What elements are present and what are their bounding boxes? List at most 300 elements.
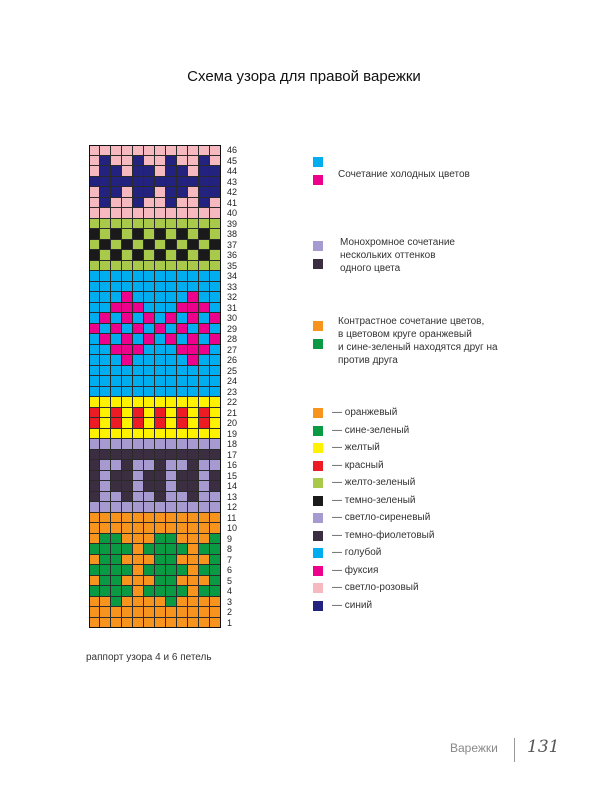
- chart-cell: [122, 492, 133, 503]
- chart-cell: [111, 607, 122, 618]
- chart-cell: [199, 355, 210, 366]
- chart-cell: [166, 586, 177, 597]
- chart-cell: [155, 576, 166, 587]
- chart-cell: [177, 334, 188, 345]
- chart-cell: [144, 355, 155, 366]
- chart-cell: [122, 513, 133, 524]
- chart-cell: [155, 523, 166, 534]
- chart-cell: [122, 345, 133, 356]
- chart-cell: [144, 502, 155, 513]
- chart-cell: [199, 471, 210, 482]
- row-number: 2: [227, 607, 233, 617]
- chart-cell: [111, 366, 122, 377]
- chart-cell: [89, 355, 100, 366]
- chart-cell: [210, 544, 221, 555]
- chart-cell: [210, 355, 221, 366]
- chart-cell: [210, 471, 221, 482]
- chart-cell: [133, 481, 144, 492]
- chart-cell: [188, 397, 199, 408]
- chart-cell: [111, 513, 122, 524]
- chart-cell: [122, 450, 133, 461]
- legend-swatch: [313, 513, 323, 523]
- chart-cell: [210, 513, 221, 524]
- chart-cell: [122, 387, 133, 398]
- chart-cell: [166, 187, 177, 198]
- chart-cell: [199, 345, 210, 356]
- chart-cell: [111, 240, 122, 251]
- chart-cell: [122, 607, 133, 618]
- chart-cell: [122, 429, 133, 440]
- chart-cell: [122, 471, 133, 482]
- row-number: 38: [227, 229, 238, 239]
- chart-cell: [210, 418, 221, 429]
- chart-cell: [89, 439, 100, 450]
- legend-swatch: [313, 408, 323, 418]
- chart-cell: [188, 502, 199, 513]
- chart-cell: [199, 523, 210, 534]
- chart-cell: [100, 439, 111, 450]
- chart-cell: [100, 523, 111, 534]
- chart-cell: [155, 166, 166, 177]
- chart-cell: [177, 555, 188, 566]
- chart-cell: [155, 481, 166, 492]
- chart-cell: [122, 166, 133, 177]
- chart-cell: [199, 376, 210, 387]
- chart-cell: [166, 471, 177, 482]
- row-number: 27: [227, 344, 238, 355]
- chart-cell: [166, 397, 177, 408]
- chart-cell: [155, 492, 166, 503]
- legend-label: — желтый: [332, 442, 380, 453]
- chart-cell: [166, 376, 177, 387]
- chart-cell: [100, 460, 111, 471]
- chart-cell: [144, 418, 155, 429]
- chart-cell: [177, 282, 188, 293]
- chart-cell: [133, 513, 144, 524]
- chart-cell: [122, 586, 133, 597]
- chart-cell: [144, 460, 155, 471]
- chart-cell: [177, 439, 188, 450]
- chart-cell: [210, 345, 221, 356]
- chart-cell: [199, 334, 210, 345]
- group3-swatch-2: [313, 339, 323, 349]
- chart-cell: [144, 187, 155, 198]
- chart-cell: [188, 607, 199, 618]
- chart-cell: [89, 597, 100, 608]
- chart-cell: [166, 502, 177, 513]
- chart-cell: [111, 303, 122, 314]
- chart-cell: [155, 418, 166, 429]
- legend-label: — желто-зеленый: [332, 477, 416, 488]
- chart-cell: [188, 618, 199, 629]
- chart-cell: [199, 250, 210, 261]
- chart-cell: [199, 586, 210, 597]
- group3-text: Контрастное сочетание цветов, в цветовом круге оранжевый и сине-зеленый находятся друг на против друга: [338, 316, 498, 366]
- chart-cell: [210, 607, 221, 618]
- chart-cell: [89, 471, 100, 482]
- chart-cell: [177, 156, 188, 167]
- chart-cell: [111, 177, 122, 188]
- chart-cell: [155, 429, 166, 440]
- chart-cell: [133, 313, 144, 324]
- chart-cell: [155, 544, 166, 555]
- chart-cell: [133, 544, 144, 555]
- chart-cell: [199, 208, 210, 219]
- chart-cell: [177, 481, 188, 492]
- chart-cell: [188, 481, 199, 492]
- group2-swatch-1: [313, 241, 323, 251]
- legend-swatch: [313, 426, 323, 436]
- chart-cell: [89, 513, 100, 524]
- chart-cell: [188, 229, 199, 240]
- chart-cell: [166, 408, 177, 419]
- chart-cell: [199, 513, 210, 524]
- chart-cell: [89, 408, 100, 419]
- chart-cell: [210, 618, 221, 629]
- chart-cell: [188, 345, 199, 356]
- row-number: 26: [227, 355, 238, 365]
- chart-cell: [89, 387, 100, 398]
- chart-cell: [89, 324, 100, 335]
- legend-label: — красный: [332, 459, 384, 471]
- legend-label: — светло-сиреневый: [332, 512, 431, 523]
- row-number: 7: [227, 554, 233, 565]
- chart-cell: [111, 408, 122, 419]
- chart-cell: [100, 219, 111, 230]
- chart-cell: [166, 534, 177, 545]
- chart-cell: [111, 376, 122, 387]
- chart-cell: [89, 576, 100, 587]
- chart-cell: [122, 397, 133, 408]
- chart-cell: [155, 240, 166, 251]
- legend-swatch: [313, 461, 323, 471]
- chart-cell: [188, 492, 199, 503]
- legend-label: — голубой: [332, 547, 382, 558]
- row-number: 8: [227, 544, 233, 554]
- chart-cell: [144, 261, 155, 272]
- chart-cell: [133, 397, 144, 408]
- legend-label: — сине-зеленый: [332, 424, 410, 436]
- chart-cell: [210, 565, 221, 576]
- chart-cell: [177, 607, 188, 618]
- chart-cell: [188, 471, 199, 482]
- chart-cell: [155, 208, 166, 219]
- legend-label: — оранжевый: [332, 407, 398, 418]
- chart-cell: [199, 166, 210, 177]
- chart-cell: [188, 334, 199, 345]
- chart-cell: [144, 450, 155, 461]
- chart-cell: [122, 376, 133, 387]
- chart-cell: [122, 544, 133, 555]
- chart-cell: [199, 187, 210, 198]
- page-number: 131: [527, 737, 560, 757]
- row-number: 15: [227, 470, 238, 481]
- row-number: 3: [227, 596, 233, 607]
- chart-cell: [188, 366, 199, 377]
- chart-cell: [133, 439, 144, 450]
- chart-cell: [100, 429, 111, 440]
- chart-cell: [100, 145, 111, 156]
- chart-cell: [89, 555, 100, 566]
- chart-cell: [89, 208, 100, 219]
- chart-cell: [89, 198, 100, 209]
- knitting-chart-grid: [89, 145, 221, 628]
- chart-cell: [188, 261, 199, 272]
- chart-cell: [199, 492, 210, 503]
- chart-cell: [177, 544, 188, 555]
- chart-cell: [122, 618, 133, 629]
- chart-cell: [210, 429, 221, 440]
- row-number: 46: [227, 145, 238, 155]
- chart-cell: [155, 376, 166, 387]
- legend-swatch: [313, 583, 323, 593]
- chart-cell: [199, 565, 210, 576]
- chart-cell: [166, 450, 177, 461]
- chart-cell: [100, 208, 111, 219]
- chart-cell: [133, 492, 144, 503]
- chart-cell: [210, 366, 221, 377]
- chart-cell: [144, 576, 155, 587]
- chart-cell: [144, 271, 155, 282]
- chart-cell: [166, 177, 177, 188]
- chart-cell: [133, 166, 144, 177]
- chart-cell: [199, 313, 210, 324]
- chart-cell: [144, 166, 155, 177]
- chart-cell: [133, 208, 144, 219]
- chart-cell: [199, 597, 210, 608]
- chart-cell: [133, 408, 144, 419]
- chart-cell: [89, 271, 100, 282]
- chart-cell: [166, 313, 177, 324]
- chart-cell: [155, 555, 166, 566]
- chart-cell: [122, 534, 133, 545]
- row-number: 11: [227, 512, 237, 523]
- chart-cell: [177, 597, 188, 608]
- chart-cell: [89, 376, 100, 387]
- chart-cell: [166, 565, 177, 576]
- chart-cell: [177, 219, 188, 230]
- chart-cell: [122, 324, 133, 335]
- chart-cell: [122, 555, 133, 566]
- legend-swatch: [313, 566, 323, 576]
- chart-cell: [166, 282, 177, 293]
- chart-cell: [155, 156, 166, 167]
- row-number: 34: [227, 271, 238, 281]
- chart-cell: [210, 376, 221, 387]
- chart-cell: [188, 250, 199, 261]
- chart-cell: [199, 303, 210, 314]
- chart-cell: [100, 502, 111, 513]
- chart-cell: [177, 429, 188, 440]
- chart-cell: [155, 565, 166, 576]
- legend-label: — темно-зеленый: [332, 494, 416, 506]
- chart-cell: [100, 418, 111, 429]
- row-number: 22: [227, 397, 238, 407]
- chart-cell: [177, 471, 188, 482]
- chart-cell: [100, 366, 111, 377]
- chart-cell: [177, 240, 188, 251]
- chart-cell: [188, 460, 199, 471]
- chart-cell: [111, 355, 122, 366]
- chart-cell: [210, 523, 221, 534]
- chart-cell: [166, 345, 177, 356]
- chart-cell: [89, 366, 100, 377]
- chart-cell: [155, 282, 166, 293]
- chart-cell: [166, 513, 177, 524]
- chart-cell: [177, 324, 188, 335]
- row-number: 31: [227, 302, 238, 313]
- chart-cell: [122, 408, 133, 419]
- chart-cell: [199, 198, 210, 209]
- chart-cell: [111, 481, 122, 492]
- chart-cell: [133, 250, 144, 261]
- chart-cell: [89, 586, 100, 597]
- chart-cell: [166, 555, 177, 566]
- chart-cell: [100, 324, 111, 335]
- chart-cell: [100, 597, 111, 608]
- chart-cell: [122, 366, 133, 377]
- chart-cell: [177, 450, 188, 461]
- chart-cell: [133, 418, 144, 429]
- chart-cell: [166, 460, 177, 471]
- chart-cell: [133, 345, 144, 356]
- chart-cell: [177, 208, 188, 219]
- chart-cell: [166, 240, 177, 251]
- chart-cell: [111, 397, 122, 408]
- chart-cell: [144, 597, 155, 608]
- chart-cell: [122, 334, 133, 345]
- chart-cell: [166, 355, 177, 366]
- chart-cell: [177, 261, 188, 272]
- chart-cell: [111, 166, 122, 177]
- row-number: 32: [227, 292, 238, 302]
- chart-cell: [177, 565, 188, 576]
- chart-cell: [100, 492, 111, 503]
- chart-cell: [122, 439, 133, 450]
- chart-cell: [111, 460, 122, 471]
- chart-cell: [155, 460, 166, 471]
- chart-cell: [166, 607, 177, 618]
- chart-cell: [144, 492, 155, 503]
- chart-cell: [155, 513, 166, 524]
- chart-cell: [210, 460, 221, 471]
- row-number: 30: [227, 313, 238, 323]
- chart-cell: [188, 513, 199, 524]
- chart-cell: [111, 145, 122, 156]
- chart-cell: [89, 492, 100, 503]
- chart-cell: [100, 544, 111, 555]
- chart-cell: [100, 513, 111, 524]
- chart-cell: [89, 397, 100, 408]
- chart-cell: [166, 481, 177, 492]
- chart-cell: [100, 229, 111, 240]
- chart-cell: [166, 208, 177, 219]
- group1-text: Сочетание холодных цветов: [338, 169, 470, 180]
- chart-cell: [144, 156, 155, 167]
- chart-cell: [177, 250, 188, 261]
- row-number: 20: [227, 418, 238, 428]
- chart-cell: [155, 177, 166, 188]
- chart-cell: [188, 198, 199, 209]
- chart-cell: [133, 303, 144, 314]
- chart-cell: [210, 156, 221, 167]
- chart-cell: [177, 345, 188, 356]
- chart-cell: [111, 586, 122, 597]
- chart-cell: [177, 366, 188, 377]
- chart-cell: [133, 565, 144, 576]
- chart-cell: [100, 355, 111, 366]
- chart-cell: [210, 282, 221, 293]
- legend-swatch: [313, 496, 323, 506]
- chart-cell: [166, 250, 177, 261]
- chart-cell: [188, 439, 199, 450]
- chart-cell: [210, 208, 221, 219]
- chart-cell: [155, 502, 166, 513]
- chart-cell: [133, 618, 144, 629]
- chart-cell: [177, 271, 188, 282]
- chart-cell: [100, 376, 111, 387]
- chart-cell: [155, 607, 166, 618]
- chart-cell: [177, 418, 188, 429]
- chart-cell: [166, 292, 177, 303]
- chart-cell: [188, 586, 199, 597]
- legend-swatch: [313, 478, 323, 488]
- chart-cell: [100, 334, 111, 345]
- chart-cell: [177, 145, 188, 156]
- chart-cell: [188, 565, 199, 576]
- chart-cell: [155, 334, 166, 345]
- chart-cell: [100, 198, 111, 209]
- chart-cell: [199, 156, 210, 167]
- chart-cell: [155, 229, 166, 240]
- row-number: 1: [227, 617, 233, 628]
- chart-cell: [122, 303, 133, 314]
- chart-cell: [111, 544, 122, 555]
- chart-cell: [188, 208, 199, 219]
- chart-cell: [177, 586, 188, 597]
- chart-cell: [188, 177, 199, 188]
- chart-cell: [133, 366, 144, 377]
- chart-cell: [89, 177, 100, 188]
- chart-cell: [166, 597, 177, 608]
- chart-cell: [111, 502, 122, 513]
- chart-cell: [188, 376, 199, 387]
- chart-cell: [166, 544, 177, 555]
- chart-cell: [100, 303, 111, 314]
- chart-cell: [89, 618, 100, 629]
- chart-cell: [166, 198, 177, 209]
- chart-cell: [122, 597, 133, 608]
- chart-cell: [210, 492, 221, 503]
- chart-cell: [210, 597, 221, 608]
- row-number: 28: [227, 334, 238, 344]
- chart-cell: [155, 387, 166, 398]
- row-number: 21: [227, 407, 238, 418]
- chart-cell: [166, 334, 177, 345]
- chart-cell: [199, 397, 210, 408]
- chart-cell: [100, 292, 111, 303]
- chart-cell: [144, 324, 155, 335]
- group2-text: Монохромное сочетание нескольких оттенков одного цвета: [340, 237, 455, 274]
- chart-cell: [111, 229, 122, 240]
- chart-cell: [166, 271, 177, 282]
- chart-cell: [144, 366, 155, 377]
- row-number: 33: [227, 281, 238, 292]
- chart-cell: [133, 576, 144, 587]
- row-number: 24: [227, 376, 238, 386]
- chart-cell: [100, 618, 111, 629]
- chart-cell: [199, 219, 210, 230]
